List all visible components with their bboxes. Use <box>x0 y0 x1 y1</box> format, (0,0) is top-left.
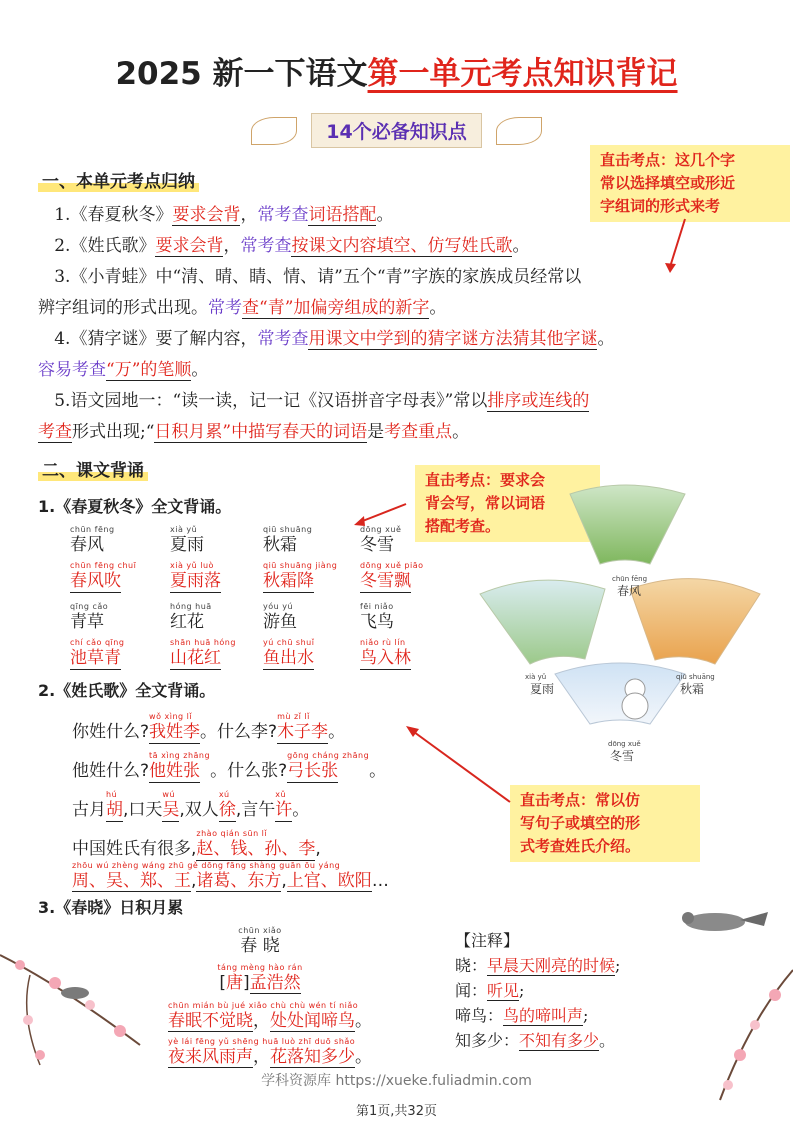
song-line-5: zhōu wú zhèng wáng zhū gě dōng fāng shàng guān ōu yáng 周、吴、郑、王,诸葛、东方,上官、欧阳… <box>72 861 389 891</box>
fan-pinyin: chūn fēng <box>612 575 648 583</box>
fan-label: 春风 <box>617 584 642 598</box>
word-phrase: yú chū shuǐ 鱼出水 <box>263 638 315 668</box>
sub-heading-3: 3.《春晓》日积月累 <box>38 898 184 917</box>
word-pair: chūn fēng 春风 <box>70 525 115 555</box>
song-line-2: 他姓什么? tā xìng zhāng 他姓张 。什么张? gōng cháng zhāng 弓长张 。 <box>72 751 387 781</box>
sub-heading-1: 1.《春夏秋冬》全文背诵。 <box>38 497 232 516</box>
word-pair: qiū shuāng 秋霜 <box>263 525 313 555</box>
s1-line-1: 1.《春夏秋冬》要求会背，常考查词语搭配。 <box>54 205 394 225</box>
poem-title: chūn xiǎo 春 晓 <box>238 926 282 956</box>
section2-heading: 二、课文背诵 <box>38 456 148 481</box>
poem-author: táng mèng hào rán [唐]孟浩然 <box>217 963 303 993</box>
exam-note-2: 直击考点：要求会 背会写，常以词语 搭配考查。 <box>415 465 600 542</box>
poem-line-2: yè lái fēng yǔ shēng huā luò zhī duō shǎo 夜来风雨声，花落知多少。 <box>168 1037 372 1067</box>
word-pair: fēi niǎo 飞鸟 <box>360 602 394 632</box>
fan-pinyin: qiū shuāng <box>676 673 715 681</box>
page-title <box>0 48 793 93</box>
s1-line-3: 3.《小青蛙》中“清、晴、睛、情、请”五个“青”字族的家族成员经常以 辨字组词的形式出现。常考查“青”加偏旁组成的新字。 <box>38 267 582 318</box>
footer-site: 学科资源库 https://xueke.fuliadmin.com <box>261 1073 532 1089</box>
fan-pinyin: xià yǔ <box>525 673 547 681</box>
poem-notes: 【注释】 晓：早晨天刚亮的时候; 闻：听见; 啼鸟：鸟的啼叫声; 知多少：不知有多少。 <box>455 931 621 1050</box>
blossom-branch-illustration <box>0 925 150 1085</box>
title-main: 2025 新一下语文 <box>115 56 368 92</box>
leaf-left-icon <box>251 117 297 145</box>
word-pair: qīng cǎo 青草 <box>70 602 109 632</box>
word-phrase: shān huā hóng 山花红 <box>170 638 236 668</box>
word-phrase: chí cǎo qīng 池草青 <box>70 638 125 668</box>
song-line-1: 你姓什么? wǒ xìng lǐ 我姓李 。什么李? mù zǐ lǐ 木子李 。 <box>72 712 346 742</box>
knowledge-badge <box>255 113 538 149</box>
season-fans-illustration <box>470 484 793 774</box>
fan-label: 冬雪 <box>610 749 635 763</box>
arrow-icon <box>400 722 515 807</box>
exam-note-1: 直击考点：这几个字 常以选择填空或形近 字组词的形式来考 <box>590 145 790 222</box>
word-phrase: niǎo rù lín 鸟入林 <box>360 638 411 668</box>
s1-line-4: 4.《猜字谜》要了解内容，常考查用课文中学到的猜字谜方法猜其他字谜。 容易考查“万”的笔顺。 <box>38 329 615 380</box>
word-pair: hóng huā 红花 <box>170 602 212 632</box>
section1-heading: 一、本单元考点归纳 <box>38 167 199 192</box>
s1-line-2: 2.《姓氏歌》要求会背，常考查按课文内容填空、仿写姓氏歌。 <box>54 236 530 256</box>
fan-pinyin: dōng xuě <box>608 740 641 748</box>
word-pair: dōng xuě 冬雪 <box>360 525 402 555</box>
title-highlight: 第一单元考点知识背记 <box>367 56 678 92</box>
s1-line-5: 5.语文园地一：“读一读，记一记《汉语拼音字母表》”常以排序或连线的 考查形式出现;“日积月累”中描写春天的词语是考查重点。 <box>38 391 590 442</box>
word-pair: yóu yú 游鱼 <box>263 602 297 632</box>
exam-note-3: 直击考点：常以仿 写句子或填空的形 式考查姓氏介绍。 <box>510 785 700 862</box>
bird-illustration <box>660 900 770 950</box>
word-phrase: dōng xuě piāo 冬雪飘 <box>360 561 424 591</box>
word-pair: xià yǔ 夏雨 <box>170 525 204 555</box>
word-phrase: chūn fēng chuī 春风吹 <box>70 561 137 591</box>
fan-label: 夏雨 <box>530 682 555 696</box>
badge-label: 14个必备知识点 <box>311 113 481 148</box>
sub-heading-2: 2.《姓氏歌》全文背诵。 <box>38 681 216 700</box>
page-number: 第1页,共32页 <box>356 1104 437 1119</box>
song-line-4: 中国姓氏有很多, zhào qián sūn lǐ 赵、钱、孙、李 , <box>72 829 321 859</box>
poem-line-1: chūn mián bù jué xiǎo chù chù wén tí niǎo 春眠不觉晓，处处闻啼鸟。 <box>168 1001 372 1031</box>
word-phrase: xià yǔ luò 夏雨落 <box>170 561 221 591</box>
song-line-3: 古月 hú 胡 ,口天 wú 吴 ,双人 xú 徐 ,言午 xǔ 许 。 <box>72 790 310 820</box>
leaf-right-icon <box>496 117 542 145</box>
fan-label: 秋霜 <box>680 682 705 696</box>
word-phrase: qiū shuāng jiàng 秋霜降 <box>263 561 338 591</box>
